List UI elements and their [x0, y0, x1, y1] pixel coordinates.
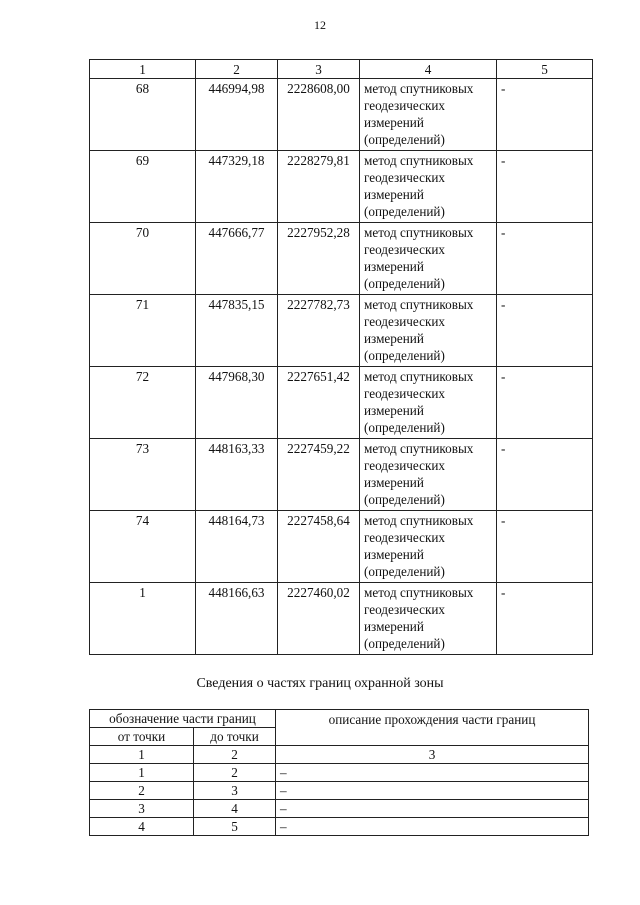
coordinate-row [90, 367, 593, 439]
method-line: измерений [364, 187, 424, 202]
y-coordinate: 2227460,02 [278, 583, 360, 655]
to-point: 5 [194, 818, 276, 836]
method-line: измерений [364, 331, 424, 346]
y-coordinate: 2227651,42 [278, 367, 360, 439]
method-line: метод спутниковых [364, 441, 474, 456]
point-number: 1 [90, 583, 196, 655]
coordinate-row [90, 79, 593, 151]
to-point: 3 [194, 782, 276, 800]
method-line: измерений [364, 547, 424, 562]
parts-column-number-2: 2 [194, 746, 276, 764]
method-line: геодезических [364, 314, 446, 329]
method-line: метод спутниковых [364, 369, 474, 384]
method-line: (определений) [364, 348, 445, 363]
column-5-value: - [497, 295, 593, 367]
method-line: метод спутниковых [364, 513, 474, 528]
column-5-value: - [497, 79, 593, 151]
boundary-part-row [90, 764, 589, 782]
coordinates-header-row [90, 60, 593, 79]
method-line: метод спутниковых [364, 81, 474, 96]
from-point: 4 [90, 818, 194, 836]
column-number-5: 5 [497, 60, 593, 79]
point-number: 68 [90, 79, 196, 151]
method-line: метод спутниковых [364, 297, 474, 312]
measurement-method [360, 439, 497, 511]
measurement-method [360, 367, 497, 439]
method-line: (определений) [364, 276, 445, 291]
method-line: геодезических [364, 602, 446, 617]
method-line: геодезических [364, 170, 446, 185]
method-line: измерений [364, 259, 424, 274]
from-point: 2 [90, 782, 194, 800]
x-coordinate: 446994,98 [196, 79, 278, 151]
method-line: геодезических [364, 530, 446, 545]
y-coordinate: 2227782,73 [278, 295, 360, 367]
part-description: – [276, 764, 589, 782]
x-coordinate: 448166,63 [196, 583, 278, 655]
from-point: 3 [90, 800, 194, 818]
boundary-parts-table [89, 709, 589, 836]
measurement-method [360, 583, 497, 655]
column-5-value: - [497, 583, 593, 655]
column-number-2: 2 [196, 60, 278, 79]
point-number: 74 [90, 511, 196, 583]
x-coordinate: 447666,77 [196, 223, 278, 295]
designation-header: обозначение части границ [90, 710, 276, 728]
column-number-4: 4 [360, 60, 497, 79]
boundary-part-row [90, 818, 589, 836]
method-line: (определений) [364, 492, 445, 507]
from-point-header: от точки [90, 728, 194, 746]
to-point: 2 [194, 764, 276, 782]
boundary-part-row [90, 782, 589, 800]
column-number-1: 1 [90, 60, 196, 79]
from-point: 1 [90, 764, 194, 782]
method-line: измерений [364, 619, 424, 634]
method-line: измерений [364, 475, 424, 490]
measurement-method [360, 79, 497, 151]
part-description: – [276, 800, 589, 818]
description-header: описание прохождения части границ [276, 710, 589, 746]
measurement-method [360, 511, 497, 583]
page-number: 12 [314, 18, 326, 32]
method-line: геодезических [364, 242, 446, 257]
x-coordinate: 447329,18 [196, 151, 278, 223]
boundary-part-row [90, 800, 589, 818]
point-number: 69 [90, 151, 196, 223]
column-5-value: - [497, 511, 593, 583]
parts-column-number-1: 1 [90, 746, 194, 764]
method-line: метод спутниковых [364, 153, 474, 168]
to-point-header: до точки [194, 728, 276, 746]
method-line: метод спутниковых [364, 585, 474, 600]
x-coordinate: 448163,33 [196, 439, 278, 511]
method-line: (определений) [364, 636, 445, 651]
x-coordinate: 447968,30 [196, 367, 278, 439]
measurement-method [360, 151, 497, 223]
coordinate-row [90, 223, 593, 295]
coordinate-row [90, 151, 593, 223]
point-number: 73 [90, 439, 196, 511]
coordinate-row [90, 295, 593, 367]
x-coordinate: 448164,73 [196, 511, 278, 583]
y-coordinate: 2228608,00 [278, 79, 360, 151]
y-coordinate: 2227459,22 [278, 439, 360, 511]
part-description: – [276, 818, 589, 836]
point-number: 71 [90, 295, 196, 367]
method-line: геодезических [364, 98, 446, 113]
method-line: геодезических [364, 458, 446, 473]
parts-column-number-3: 3 [276, 746, 589, 764]
point-number: 70 [90, 223, 196, 295]
method-line: (определений) [364, 204, 445, 219]
measurement-method [360, 295, 497, 367]
measurement-method [360, 223, 497, 295]
method-line: метод спутниковых [364, 225, 474, 240]
column-5-value: - [497, 367, 593, 439]
column-5-value: - [497, 439, 593, 511]
column-number-3: 3 [278, 60, 360, 79]
column-5-value: - [497, 223, 593, 295]
method-line: (определений) [364, 420, 445, 435]
parts-header-row [90, 710, 589, 728]
method-line: измерений [364, 403, 424, 418]
method-line: (определений) [364, 564, 445, 579]
y-coordinate: 2227458,64 [278, 511, 360, 583]
section-title: Сведения о частях границ охранной зоны [196, 676, 444, 691]
y-coordinate: 2227952,28 [278, 223, 360, 295]
to-point: 4 [194, 800, 276, 818]
parts-column-numbers-row [90, 746, 589, 764]
point-number: 72 [90, 367, 196, 439]
column-5-value: - [497, 151, 593, 223]
part-description: – [276, 782, 589, 800]
coordinate-row [90, 583, 593, 655]
y-coordinate: 2228279,81 [278, 151, 360, 223]
method-line: измерений [364, 115, 424, 130]
method-line: (определений) [364, 132, 445, 147]
method-line: геодезических [364, 386, 446, 401]
coordinate-row [90, 439, 593, 511]
x-coordinate: 447835,15 [196, 295, 278, 367]
coordinate-row [90, 511, 593, 583]
coordinates-table [89, 59, 593, 655]
